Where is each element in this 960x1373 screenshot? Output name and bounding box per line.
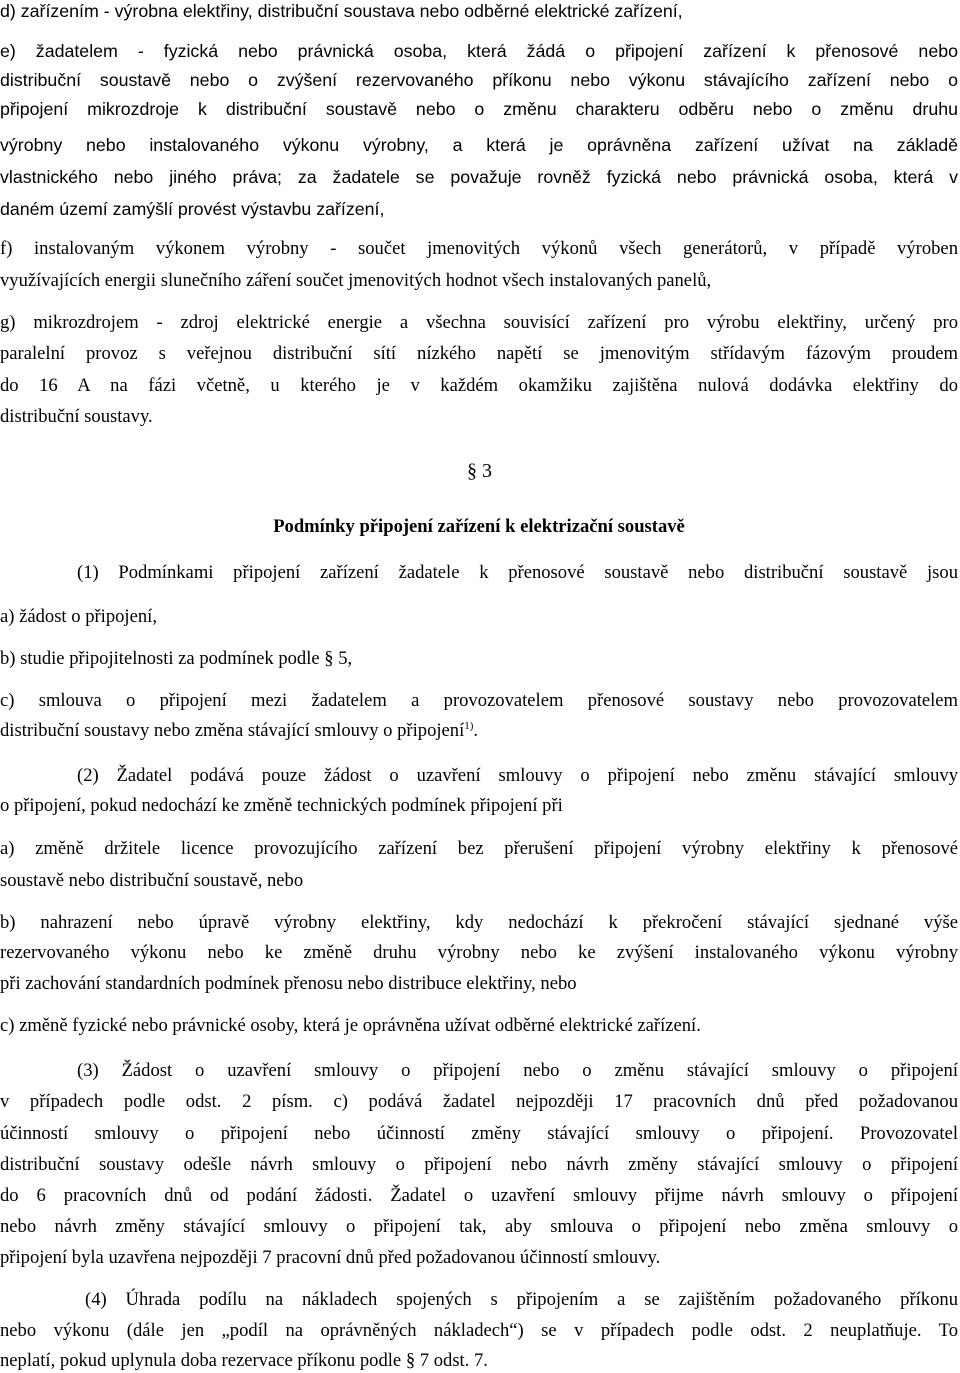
paragraph-3-line: (3) Žádost o uzavření smlouvy o připojení nebo o změnu stávající smlouvy o připojení [77, 1060, 958, 1081]
definition-g-line: do 16 A na fázi včetně, u kterého je v každém okamžiku zajištěna nulová dodávka elektřiny do [0, 375, 958, 396]
definition-e-line: připojení mikrozdroje k distribuční soustavě nebo o změnu charakteru odběru nebo o změnu druhu [0, 99, 958, 119]
definition-g-line: g) mikrozdrojem - zdroj elektrické energie a všechna souvisící zařízení pro výrobu elektřiny, určený pro [0, 312, 958, 333]
list-item-a-line: soustavě nebo distribuční soustavě, nebo [0, 870, 304, 891]
paragraph-4-line: (4) Úhrada podílu na nákladech spojených s připojením a se zajištěním požadovaného příkonu [85, 1289, 958, 1310]
paragraph-2-line: o připojení, pokud nedochází ke změně technických podmínek připojení při [0, 795, 563, 816]
list-item-b-line: b) nahrazení nebo úpravě výrobny elektřiny, kdy nedochází k překročení stávající sjednané výše [0, 912, 958, 933]
section-number: § 3 [467, 460, 492, 482]
list-item-b-line: při zachování standardních podmínek přenosu nebo distribuce elektřiny, nebo [0, 973, 577, 994]
list-item-c-text: distribuční soustavy nebo změna stávající smlouvy o připojení [0, 720, 465, 741]
paragraph-4-line: neplatí, pokud uplynula doba rezervace příkonu podle § 7 odst. 7. [0, 1350, 488, 1371]
definition-g-line: paralelní provoz s veřejnou distribuční sítí nízkého napětí se jmenovitým střídavým fázovým proudem [0, 343, 958, 364]
paragraph-3-line: nebo návrh změny stávající smlouvy o připojení tak, aby smlouva o připojení nebo změna smlouvy o [0, 1216, 958, 1237]
definition-e-line: e) žadatelem - fyzická nebo právnická osoba, která žádá o připojení zařízení k přenosové nebo [0, 41, 958, 61]
definition-e-line: distribuční soustavě nebo o zvýšení rezervovaného příkonu nebo výkonu stávajícího zařízení nebo o [0, 70, 958, 90]
list-item-b: b) studie připojitelnosti za podmínek podle § 5, [0, 648, 353, 669]
definition-f-line: využívajících energii slunečního záření součet jmenovitých hodnot všech instalovaných panelů, [0, 270, 712, 291]
definition-e-line: daném území zamýšlí provést výstavbu zařízení, [0, 199, 385, 219]
list-item-c-end: . [473, 720, 479, 741]
list-item-b-line: rezervovaného výkonu nebo ke změně druhu výrobny nebo ke zvýšení instalovaného výkonu výrobny [0, 942, 958, 963]
paragraph-3-line: distribuční soustavy odešle návrh smlouvy o připojení nebo návrh změny stávající smlouvy o připojení [0, 1154, 958, 1175]
footnote-reference: 1) [464, 719, 474, 732]
definition-g-line: distribuční soustavy. [0, 406, 153, 427]
definition-f-line: f) instalovaným výkonem výrobny - součet jmenovitých výkonů všech generátorů, v případě výroben [0, 238, 958, 259]
definition-d: d) zařízením - výrobna elektřiny, distribuční soustava nebo odběrné elektrické zařízení, [0, 1, 683, 21]
list-item-a: a) žádost o připojení, [0, 606, 157, 627]
paragraph-4-line: nebo výkonu (dále jen „podíl na oprávněných nákladech“) se v případech podle odst. 2 neuplatňuje. To [0, 1320, 958, 1341]
paragraph-1-line: (1) Podmínkami připojení zařízení žadatele k přenosové soustavě nebo distribuční soustavě jsou [77, 562, 958, 583]
paragraph-3-line: účinností smlouvy o připojení nebo účinností změny stávající smlouvy o připojení. Provozovatel [0, 1123, 958, 1144]
list-item-c: c) změně fyzické nebo právnické osoby, která je oprávněna užívat odběrné elektrické zařízení. [0, 1015, 701, 1036]
paragraph-3-line: do 6 pracovních dnů od podání žádosti. Žadatel o uzavření smlouvy přijme návrh smlouvy o připojení [0, 1185, 958, 1206]
paragraph-2-line: (2) Žadatel podává pouze žádost o uzavření smlouvy o připojení nebo změnu stávající smlouvy [77, 765, 958, 786]
paragraph-3-line: v případech podle odst. 2 písm. c) podává žadatel nejpozději 17 pracovních dnů před požadovanou [0, 1091, 958, 1112]
paragraph-3-line: připojení byla uzavřena nejpozději 7 pracovní dnů před požadovanou účinností smlouvy. [0, 1247, 661, 1268]
list-item-a-line: a) změně držitele licence provozujícího zařízení bez přerušení připojení výrobny elektřiny k přenosové [0, 838, 958, 859]
section-title: Podmínky připojení zařízení k elektrizační soustavě [273, 516, 685, 537]
definition-e-line: vlastnického nebo jiného práva; za žadatele se považuje rovněž fyzická nebo právnická osoba, která v [0, 167, 958, 187]
definition-e-line: výrobny nebo instalovaného výkonu výrobny, a která je oprávněna zařízení užívat na základě [0, 135, 958, 155]
list-item-c-line: c) smlouva o připojení mezi žadatelem a provozovatelem přenosové soustavy nebo provozovatelem [0, 690, 958, 711]
list-item-c-line [0, 720, 958, 742]
